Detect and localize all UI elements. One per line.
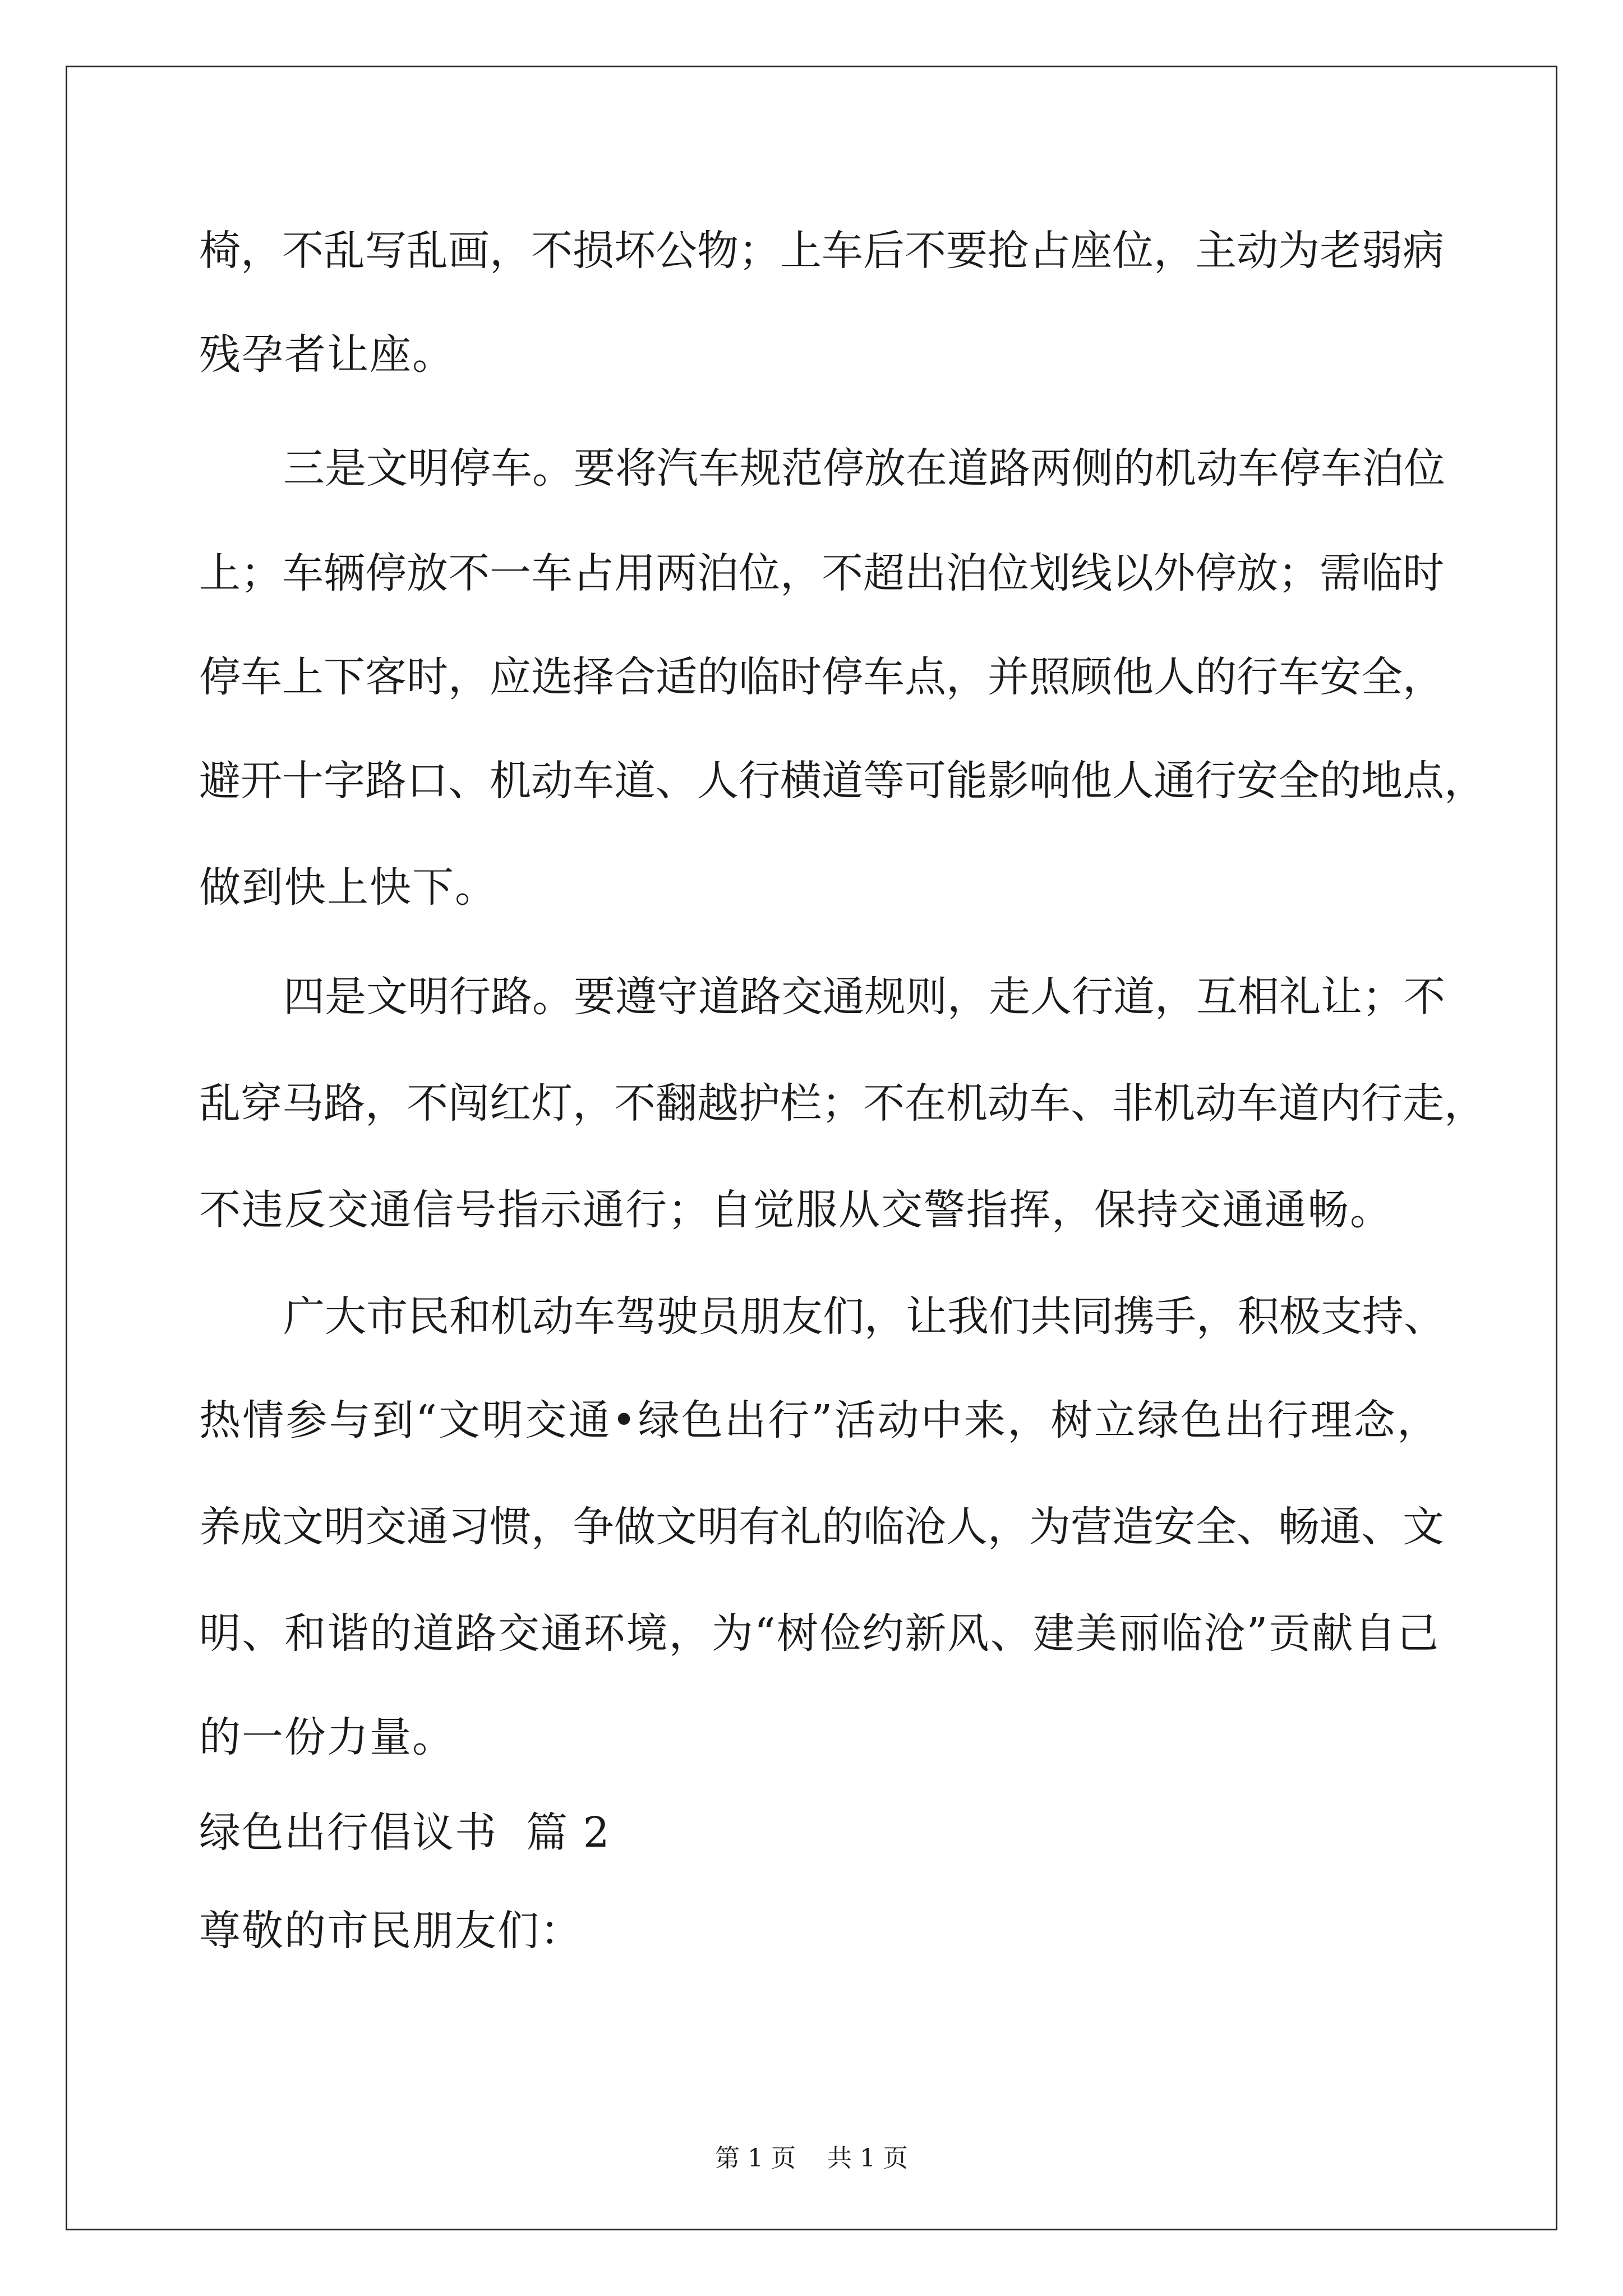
- paragraph-line: 不违反交通信号指示通行；自觉服从交警指挥，保持交通通畅。: [199, 1186, 1393, 1234]
- paragraph-line: 养成文明交通习惯，争做文明有礼的临沧人，为营造安全、畅通、文: [199, 1503, 1444, 1551]
- paragraph-line: 的一份力量。: [199, 1713, 455, 1761]
- paragraph-line: 做到快上快下。: [199, 863, 497, 912]
- paragraph-line: 椅，不乱写乱画，不损坏公物；上车后不要抢占座位，主动为老弱病: [199, 227, 1444, 275]
- section-heading: 绿色出行倡议书 篇 2: [199, 1809, 611, 1857]
- paragraph-line: 四是文明行路。要遵守道路交通规则，走人行道，互相礼让；不: [283, 973, 1445, 1021]
- salutation: 尊敬的市民朋友们：: [199, 1907, 583, 1955]
- page-number-footer: 第 1 页 共 1 页: [715, 2144, 908, 2173]
- paragraph-line: 明、和谐的道路交通环境，为“树俭约新风、建美丽临沧”贡献自己: [199, 1609, 1438, 1658]
- paragraph-line: 停车上下客时，应选择合适的临时停车点，并照顾他人的行车安全，: [199, 653, 1444, 701]
- paragraph-line: 三是文明停车。要将汽车规范停放在道路两侧的机动车停车泊位: [283, 444, 1445, 493]
- paragraph-line: 上；车辆停放不一车占用两泊位，不超出泊位划线以外停放；需临时: [199, 549, 1444, 597]
- page-border: [66, 66, 1557, 2230]
- paragraph-line: 避开十字路口、机动车道、人行横道等可能影响他人通行安全的地点，: [199, 757, 1486, 805]
- paragraph-line: 残孕者让座。: [199, 330, 455, 379]
- paragraph-line: 乱穿马路，不闯红灯，不翻越护栏；不在机动车、非机动车道内行走，: [199, 1079, 1486, 1128]
- paragraph-line: 热情参与到“文明交通•绿色出行”活动中来，树立绿色出行理念，: [199, 1396, 1438, 1444]
- paragraph-line: 广大市民和机动车驾驶员朋友们，让我们共同携手，积极支持、: [283, 1292, 1445, 1341]
